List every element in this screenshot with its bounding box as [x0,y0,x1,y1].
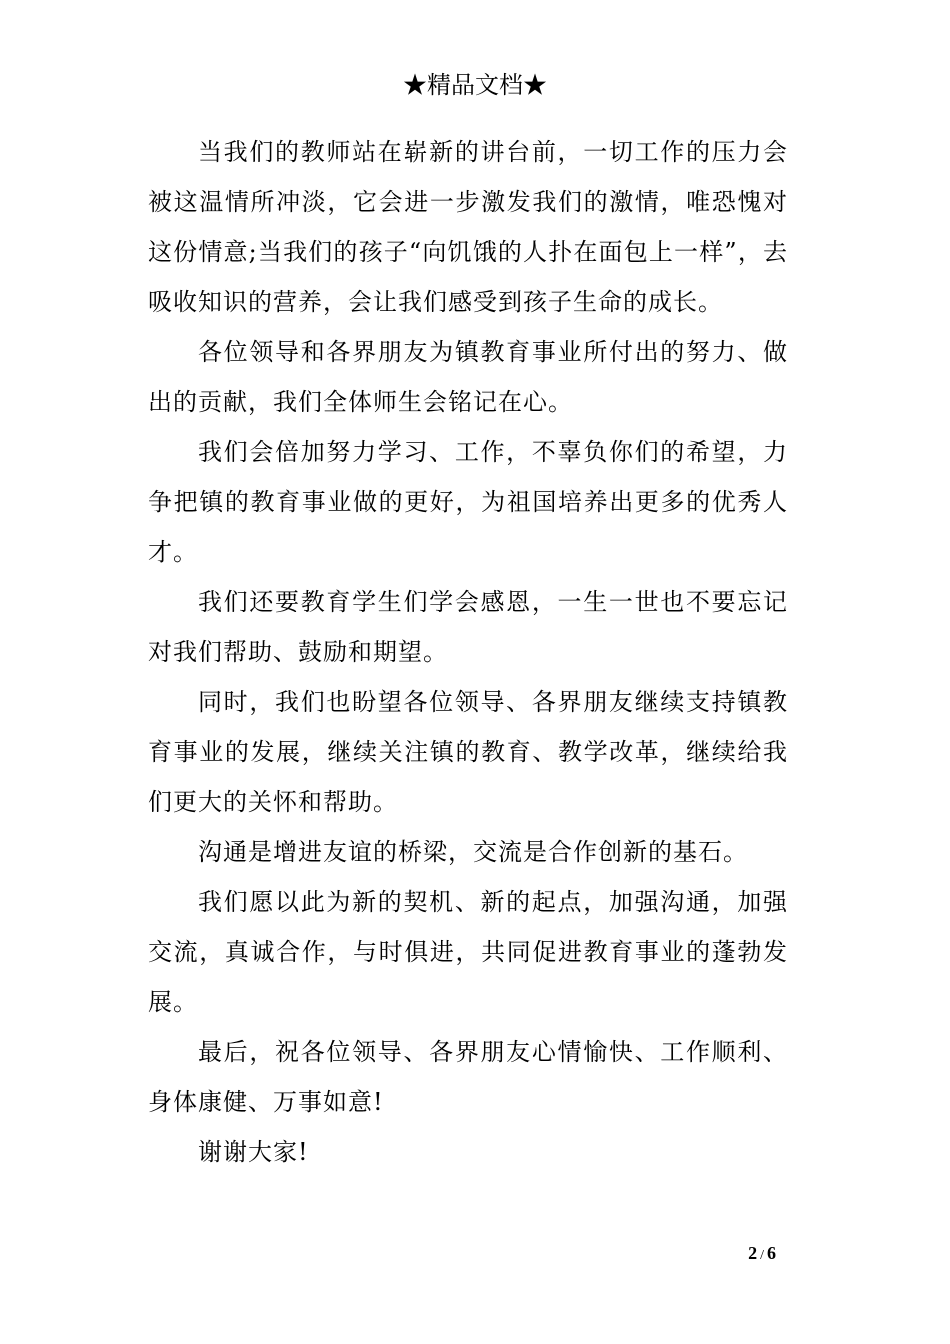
paragraph: 我们会倍加努力学习、工作，不辜负你们的希望，力争把镇的教育事业做的更好，为祖国培养出更多的优秀人才。 [148,438,788,566]
paragraph: 各位领导和各界朋友为镇教育事业所付出的努力、做出的贡献，我们全体师生会铭记在心。 [148,338,788,416]
current-page-number: 2 [748,1243,758,1263]
paragraph: 当我们的教师站在崭新的讲台前，一切工作的压力会被这温情所冲淡，它会进一步激发我们的激情，唯恐愧对这份情意;当我们的孩子“向饥饿的人扑在面包上一样”，去吸收知识的营养，会让我们感受到孩子生命的成长。 [148,138,788,316]
paragraph: 最后，祝各位领导、各界朋友心情愉快、工作顺利、身体康健、万事如意! [148,1038,788,1116]
document-body [148,127,788,1177]
page-header-title: ★精品文档★ [403,71,547,99]
paragraph: 谢谢大家! [198,1138,309,1166]
total-pages-number: 6 [767,1243,776,1263]
paragraph: 沟通是增进友谊的桥梁，交流是合作创新的基石。 [198,838,748,866]
page-number [748,1243,776,1264]
paragraph: 我们还要教育学生们学会感恩，一生一世也不要忘记对我们帮助、鼓励和期望。 [148,588,788,666]
paragraph: 同时，我们也盼望各位领导、各界朋友继续支持镇教育事业的发展，继续关注镇的教育、教学改革，继续给我们更大的关怀和帮助。 [148,688,788,816]
paragraph: 我们愿以此为新的契机、新的起点，加强沟通，加强交流，真诚合作，与时俱进，共同促进教育事业的蓬勃发展。 [148,888,788,1016]
page-number-separator: / [760,1248,764,1263]
